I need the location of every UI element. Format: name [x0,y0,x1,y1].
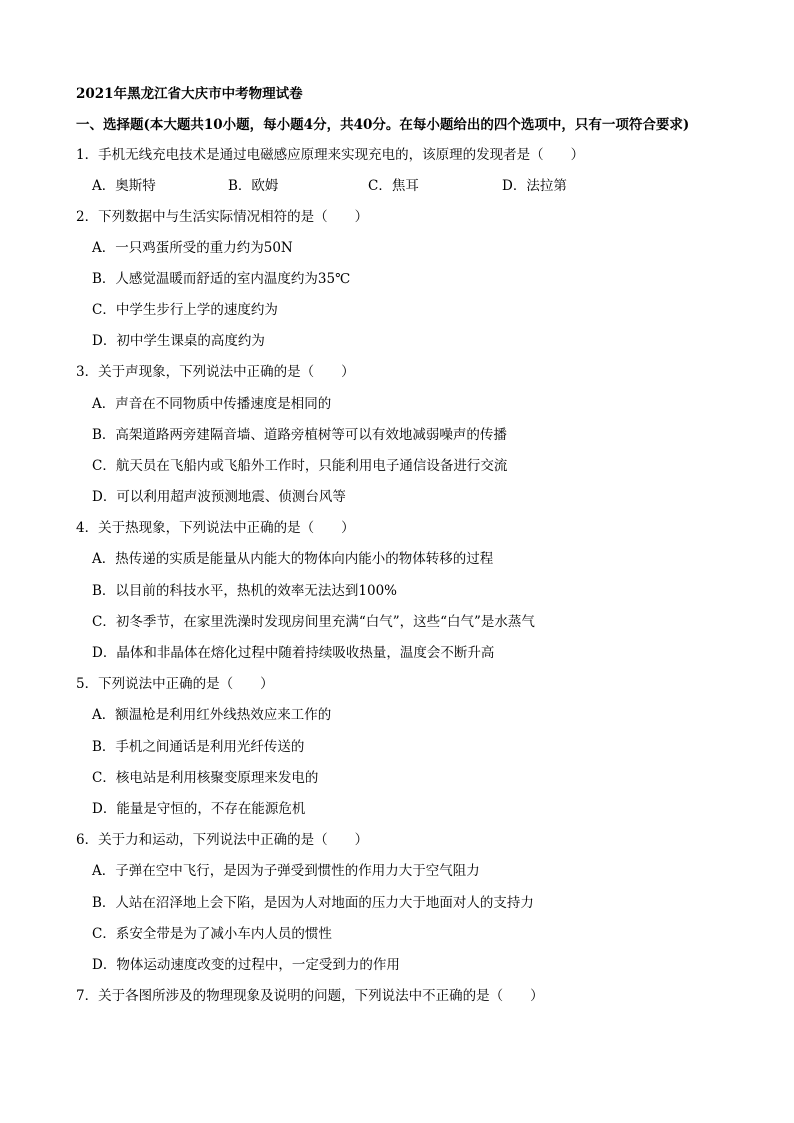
question-3-stem: 3．关于声现象，下列说法中正确的是（ ） [76,364,355,380]
question-7-stem: 7．关于各图所涉及的物理现象及说明的问题，下列说法中不正确的是（ ） [76,988,544,1004]
question-5-option-c: C．核电站是利用核聚变原理来发电的 [92,770,319,786]
question-3-option-c: C．航天员在飞船内或飞船外工作时，只能利用电子通信设备进行交流 [92,458,508,474]
section-heading: 一、选择题(本大题共10小题，每小题4分，共40分。在每小题给出的四个选项中，只有一项符合要求) [76,117,690,133]
question-3-option-d: D．可以利用超声波预测地震、侦测台风等 [92,489,346,505]
question-5-stem: 5．下列说法中正确的是（ ） [76,676,274,692]
question-1-option-b: B．欧姆 [228,178,279,194]
question-5-option-b: B．手机之间通话是利用光纤传送的 [92,739,305,755]
question-6-option-d: D．物体运动速度改变的过程中，一定受到力的作用 [92,957,400,973]
question-2-stem: 2．下列数据中与生活实际情况相符的是（ ） [76,209,369,225]
question-2-option-c: C．中学生步行上学的速度约为 [92,302,278,318]
question-2-option-d: D．初中学生课桌的高度约为 [92,333,265,349]
question-4-stem: 4．关于热现象，下列说法中正确的是（ ） [76,520,355,536]
question-1-option-a: A．奥斯特 [92,178,156,194]
question-1-stem: 1．手机无线充电技术是通过电磁感应原理来实现充电的，该原理的发现者是（ ） [76,147,585,163]
question-4-option-b: B．以目前的科技水平，热机的效率无法达到100% [92,583,398,599]
question-6-option-c: C．系安全带是为了减小车内人员的惯性 [92,926,332,942]
question-4-option-d: D．晶体和非晶体在熔化过程中随着持续吸收热量，温度会不断升高 [92,645,495,661]
question-3-option-a: A．声音在不同物质中传播速度是相同的 [92,396,332,412]
question-1-option-c: C．焦耳 [368,178,419,194]
question-6-option-b: B．人站在沼泽地上会下陷，是因为人对地面的压力大于地面对人的支持力 [92,895,534,911]
question-1-option-d: D．法拉第 [502,178,567,194]
question-6-option-a: A．子弹在空中飞行，是因为子弹受到惯性的作用力大于空气阻力 [92,863,480,879]
question-2-option-a: A．一只鸡蛋所受的重力约为50N [92,240,293,256]
question-2-option-b: B．人感觉温暖而舒适的室内温度约为35℃ [92,271,351,287]
page-title: 2021年黑龙江省大庆市中考物理试卷 [76,86,303,102]
question-5-option-a: A．额温枪是利用红外线热效应来工作的 [92,707,332,723]
question-4-option-c: C．初冬季节，在家里洗澡时发现房间里充满“白气”，这些“白气”是水蒸气 [92,614,535,630]
question-4-option-a: A．热传递的实质是能量从内能大的物体向内能小的物体转移的过程 [92,551,494,567]
question-3-option-b: B．高架道路两旁建隔音墙、道路旁植树等可以有效地减弱噪声的传播 [92,427,507,443]
question-6-stem: 6．关于力和运动，下列说法中正确的是（ ） [76,832,369,848]
question-5-option-d: D．能量是守恒的，不存在能源危机 [92,801,306,817]
